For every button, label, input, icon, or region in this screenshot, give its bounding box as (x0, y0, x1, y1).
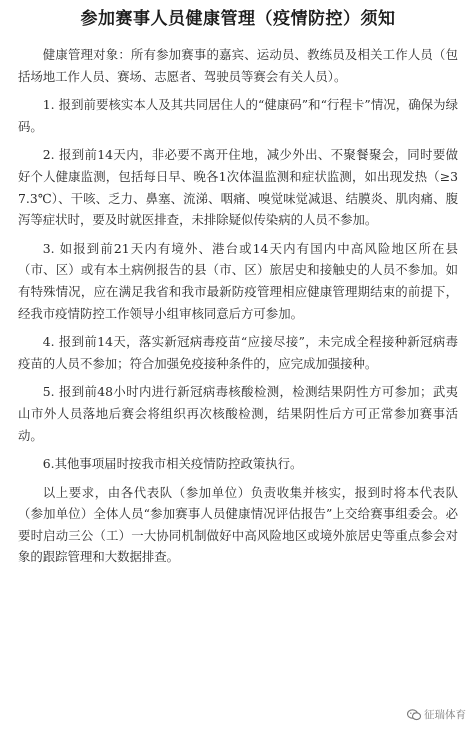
wechat-icon (407, 709, 421, 721)
paragraph-closing-requirements: 以上要求，由各代表队（参加单位）负责收集并核实，报到时将本代表队（参加单位）全体人员“参加赛事人员健康情况评估报告”上交给赛事组委会。必要时启动三公（工）一大协同机制做好中高风险地区或境外旅居史等重点参会对象的跟踪管理和大数据排查。 (18, 484, 458, 565)
paragraph-health-management-target: 健康管理对象：所有参加赛事的嘉宾、运动员、教练员及相关工作人员（包括场地工作人员、赛场、志愿者、驾驶员等赛会有关人员）。 (18, 47, 458, 84)
watermark (407, 707, 466, 722)
paragraph-item-1: 1. 报到前要核实本人及其共同居住人的“健康码”和“行程卡”情况，确保为绿码。 (18, 97, 458, 134)
paragraph-item-2: 2. 报到前14天内，非必要不离开住地，减少外出、不聚餐聚会，同时要做好个人健康监测，包括每日早、晚各1次体温监测和症状监测，如出现发热（≥37.3℃）、干咳、乏力、鼻塞、流涕、咽痛、嗅觉味觉减退、结膜炎、肌肉痛、腹泻等症状时，要及时就医排查，未排除疑似传染病的人员不参加。 (18, 147, 458, 228)
paragraph-item-5: 5. 报到前48小时内进行新冠病毒核酸检测，检测结果阴性方可参加；武夷山市外人员落地后赛会将组织再次核酸检测，结果阴性后方可正常参加赛事活动。 (18, 384, 458, 443)
paragraph-item-6: 6.其他事项届时按我市相关疫情防控政策执行。 (42, 456, 303, 472)
paragraph-item-4: 4. 报到前14天，落实新冠病毒疫苗“应接尽接”，未完成全程接种新冠病毒疫苗的人员不参加；符合加强免疫接种条件的，应完成加强接种。 (18, 334, 458, 371)
document-title: 参加赛事人员健康管理（疫情防控）须知 (80, 9, 396, 29)
watermark-text: 征瑞体育 (424, 709, 466, 721)
paragraph-item-3: 3. 如报到前21天内有境外、港台或14天内有国内中高风险地区所在县（市、区）或有本土病例报告的县（市、区）旅居史和接触史的人员不参加。如有特殊情况，应在满足我省和我市最新防疫管理相应健康管理期结束的前提下，经我市疫情防控工作领导小组审核同意后方可参加。 (18, 240, 458, 321)
